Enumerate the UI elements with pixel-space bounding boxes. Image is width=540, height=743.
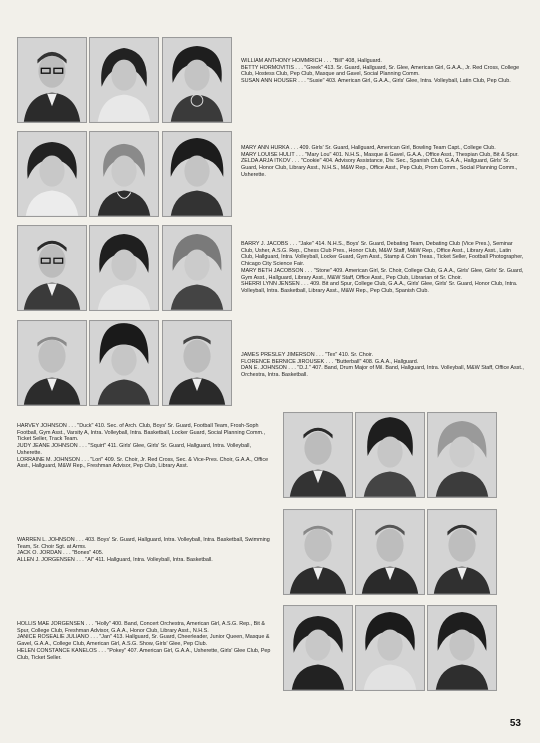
- bio-entry: JANICE ROSEALIE JULIANO . . . "Jan" 413. Hallguard, Sr. Guard, Cheerleader, Junior Queen, Masque & Gavel, G.A.A., College Club, American Girl, A.S.G. Show, Girls' Glee, Pep Club.: [17, 634, 270, 648]
- bio-entry: HARVEY JOHNSON . . . "Duck" 410. Sec. of Arch. Club, Boys' Sr. Guard, Football Team, Frosh-Soph Football, Gym Asst., Varsity A, Intra. Volleyball, Intra. Basketball, Locker Guard, Social Planning Comm., Ticket Seller, Track Team.: [17, 423, 265, 443]
- bio-entry: HELEN CONSTANCE KANELOS . . . "Pokey" 407. American Girl, G.A.A., Usherette, Girls' Glee Club, Pep Club, Ticket Seller.: [17, 647, 271, 661]
- bio-entry: JUDY JEANE JOHNSON . . . "Squirt" 411. Girls' Glee, Girls' Sr. Guard, Hallguard, Intra. Volleyball, Usherette.: [17, 443, 251, 456]
- bio-block: [17, 537, 272, 564]
- bio-entry: SUSAN ANN HOUSER . . . "Susie" 403. American Girl, G.A.A., Girls' Glee, Intra. Volleyball, Latin Club, Pep Club.: [241, 78, 511, 85]
- bio-block: [241, 145, 525, 179]
- portrait-photo: [17, 320, 87, 406]
- portrait-photo: [89, 131, 159, 217]
- portrait-photo: [355, 605, 425, 691]
- bio-block: [241, 241, 525, 295]
- bio-entry: BETTY HORMOVITIS . . . "Greek" 413. Sr. Guard, Hallguard, Sr. Glee, American Girl, G.A.A., Jr. Red Cross, College Club, Hostess Club, Pep Club, Masque and Gavel, Social Planning Comm.: [241, 64, 520, 78]
- portrait-photo: [89, 225, 159, 311]
- portrait-photo: [283, 412, 353, 498]
- bio-entry: BARRY J. JACOBS . . . "Jake" 414. N.H.S., Boys' Sr. Guard, Debating Team, Debating Club (Vice Pres.), Seminar Club, Usher, A.S.G. Rep., Chess Club Pres., Honor Club, M&W Staff, M&W Rep., Office Asst., Library Asst., Latin Club, Hallguard, Intra. Volleyball, Locker Guard, Gym Asst., Stamp & Coin Treas., Ticket Seller, Football Photographer, Chicago City Science Fair.: [241, 241, 524, 268]
- portrait-photo: [427, 412, 497, 498]
- bio-entry: DAN E. JOHNSON . . . "D.J." 407. Band, Drum Major of Mil. Band, Hallguard, Intra. Volleyball, M&W Staff, Office Asst., Orchestra, Intra. Basketball.: [241, 365, 524, 379]
- bio-entry: JACK O. JORDAN . . . "Bones" 405.: [17, 550, 104, 557]
- bio-entry: MARY BETH JACOBSON . . . "Stone" 409. American Girl, Sr. Choir, College Club, G.A.A., Girls' Glee, Girls' Sr. Guard, Gym Asst., Hallguard, Library Asst., M&W Staff, Office Asst., Pep Club, Librarian of Sr. Choir.: [241, 267, 524, 281]
- portrait-photo: [17, 131, 87, 217]
- portrait-photo: [162, 225, 232, 311]
- bio-entry: WILLIAM ANTHONY HOMMRICH . . . "Bill" 408, Hallguard.: [241, 58, 382, 64]
- portrait-photo: [89, 37, 159, 123]
- portrait-photo: [89, 320, 159, 406]
- bio-entry: WARREN L. JOHNSON . . . 403. Boys' Sr. Guard, Hallguard, Intra. Volleyball, Intra. Basketball, Swimming Team, Sr. Choir Sgt. at Arms.: [17, 537, 270, 550]
- bio-entry: ALLEN J. JORGENSEN . . . "Al" 411. Hallguard, Intra. Volleyball, Intra. Basketball.: [17, 557, 213, 564]
- bio-entry: MARY LOUISE HULIT . . . "Mary Lou" 401. N.H.S., Masque & Gavel, G.A.A., Office Asst., Thespian Club, Bit & Spur.: [241, 151, 519, 158]
- portrait-photo: [17, 37, 87, 123]
- bio-entry: HOLLIS MAE JORGENSEN . . . "Holly" 400. Band, Concert Orchestra, American Girl, A.S.G. Rep., Bit & Spur, College Club, Freshman Advisor, G.A.A., Honor Club, Library Asst., N.H.S.: [17, 621, 265, 634]
- portrait-photo: [162, 320, 232, 406]
- portrait-photo: [162, 37, 232, 123]
- bio-block: [17, 621, 272, 661]
- bio-block: [241, 352, 525, 379]
- portrait-photo: [283, 605, 353, 691]
- bio-entry: ZELDA ARJA ITKOV . . . "Cookie" 404. Advisory Assistance, Div. Sec., Spanish Club, G.A.A., Hallguard, Girls' Sr. Guard, Honor Club, Library Asst., N.H.S., M&W Rep., Office Asst., Pep Club, Prom Comm., Social Planning Comm., Usherette.: [241, 158, 518, 178]
- bio-entry: SHERRI LYNN JENSEN . . . 409. Bit and Spur, College Club, G.A.A., Girls' Glee, Girls' Sr. Guard, Honor Club, Intra. Volleyball, Intra. Basketball, Library Asst., M&W Rep., Pep Club, Spanish Club.: [241, 281, 518, 294]
- bio-entry: JAMES PRESLEY JIMERSON . . . "Tex" 410. Sr. Choir.: [241, 352, 373, 358]
- portrait-photo: [283, 509, 353, 595]
- portrait-photo: [427, 509, 497, 595]
- portrait-photo: [162, 131, 232, 217]
- bio-block: [17, 423, 272, 470]
- page-number: 53: [509, 718, 521, 729]
- bio-entry: LORRAINE M. JOHNSON . . . "Lori" 409. Sr. Choir, Jr. Red Cross, Sec. & Vice-Pres. Choir, G.A.A., Office Asst., Hallguard, M&W Rep., Freshman Advisor, Pep Club, Library Asst.: [17, 456, 269, 470]
- bio-entry: FLORENCE BERNICE JIROUSEK . . . "Butterball" 408. G.A.A., Hallguard.: [241, 358, 419, 365]
- portrait-photo: [17, 225, 87, 311]
- portrait-photo: [355, 412, 425, 498]
- bio-block: [241, 58, 525, 85]
- portrait-photo: [355, 509, 425, 595]
- bio-entry: MARY ANN HURKA . . . 409. Girls' Sr. Guard, Hallguard, American Girl, Bowling Team Capt., College Club.: [241, 145, 496, 151]
- portrait-photo: [427, 605, 497, 691]
